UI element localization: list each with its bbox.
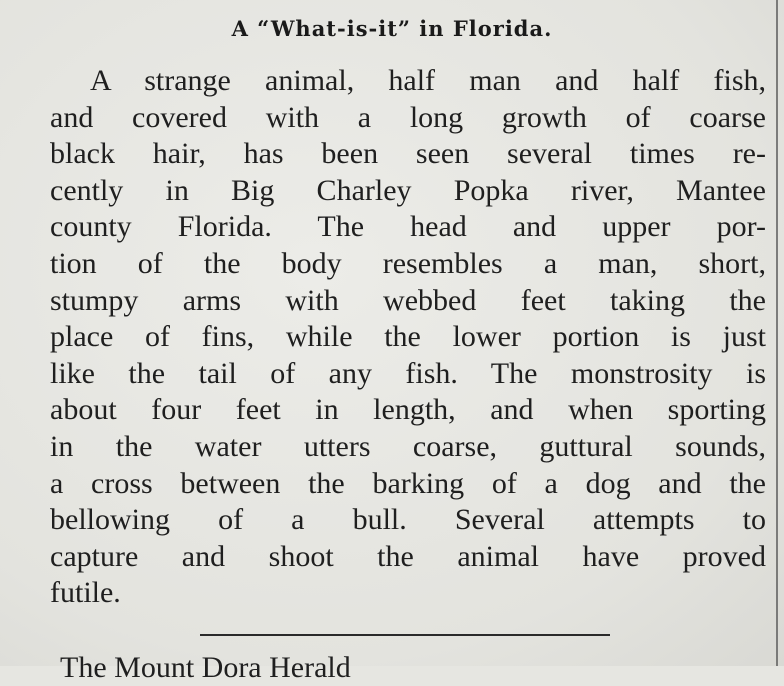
article-line: A strange animal, half man and half fish, [90, 64, 766, 97]
article-line: futile. [50, 576, 121, 610]
article-line: tion of the body resembles a man, short, [50, 246, 766, 280]
article-line: and covered with a long growth of coarse [50, 100, 766, 134]
article-line: place of fins, while the lower portion is just [50, 320, 766, 354]
article-line: cently in Big Charley Popka river, Mantee [50, 173, 766, 207]
article-body [50, 63, 766, 612]
article-line: about four feet in length, and when sporting [50, 393, 766, 427]
column-rule [776, 0, 778, 666]
article-line: a cross between the barking of a dog and the [50, 466, 766, 500]
article-line: capture and shoot the animal have proved [50, 539, 766, 573]
article-headline: A “What-is-it” in Florida. [231, 16, 553, 41]
article-line: in the water utters coarse, guttural sounds, [50, 429, 766, 463]
section-divider [200, 634, 610, 636]
article-line: county Florida. The head and upper por- [50, 210, 766, 244]
article-line: stumpy arms with webbed feet taking the [50, 283, 766, 317]
next-article-fragment: The Mount Dora Herald [60, 651, 351, 684]
article-line: black hair, has been seen several times re- [50, 137, 766, 171]
article-line: bellowing of a bull. Several attempts to [50, 503, 766, 537]
article-line: like the tail of any fish. The monstrosity is [50, 356, 766, 390]
